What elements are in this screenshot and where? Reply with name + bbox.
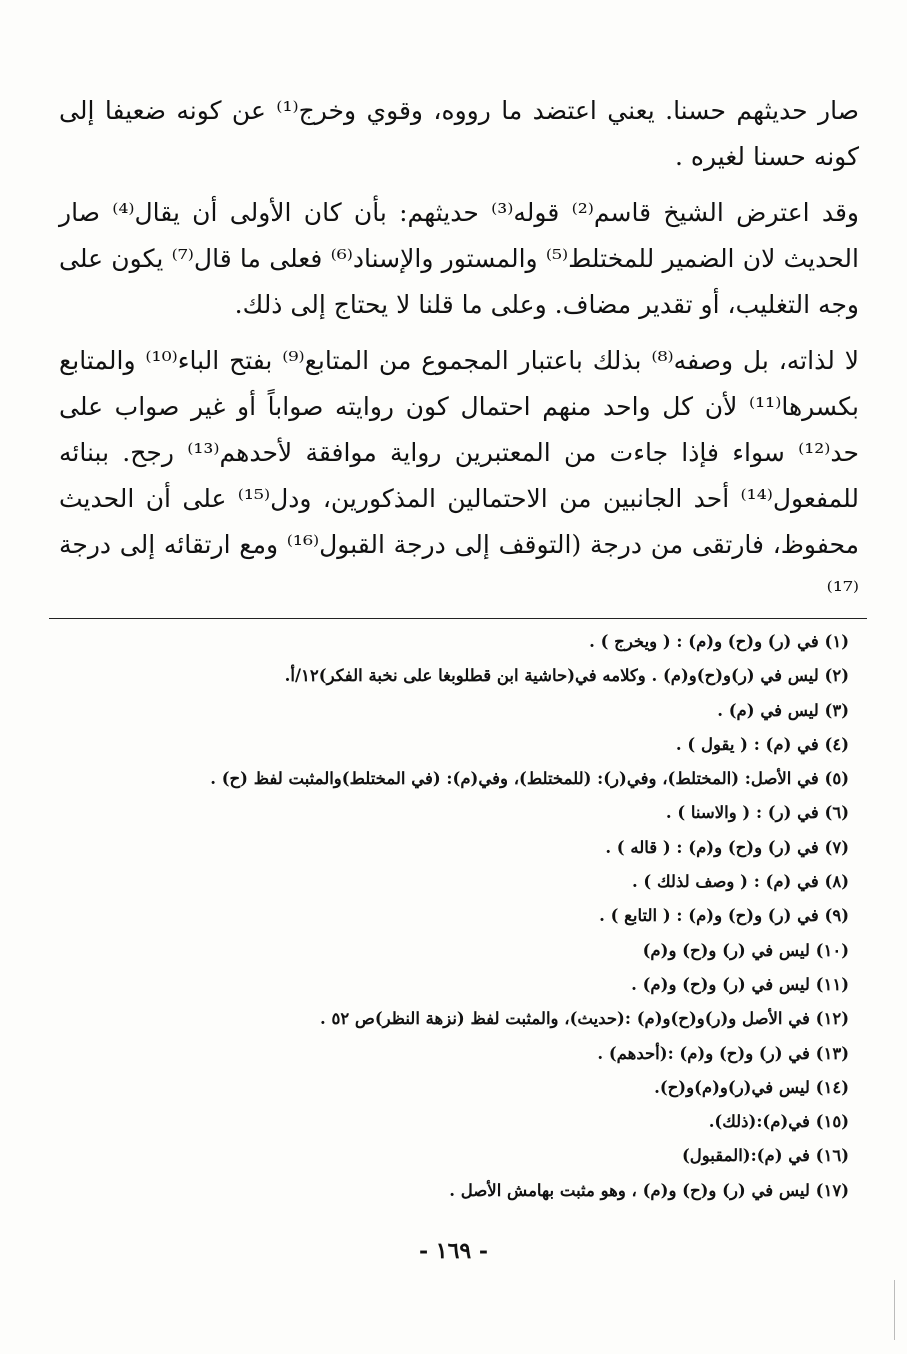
- page-number: - ١٦٩ -: [418, 1238, 489, 1264]
- footnote-12: (١٢) في الأصل و(ر)و(ح)و(م) :(حديث)، والمثبت لفظ (نزهة النظر)ص ٥٢ .: [319, 1009, 849, 1029]
- main-text: [59, 88, 859, 624]
- paragraph-1: صار حديثهم حسنا. يعني اعتضد ما رووه، وقوي وخرج⁽¹⁾ عن كونه ضعيفا إلى كونه حسنا لغيره .: [59, 96, 859, 171]
- paragraph-2: وقد اعترض الشيخ قاسم⁽²⁾ قوله⁽³⁾ حديثهم: بأن كان الأولى أن يقال⁽⁴⁾ صار الحديث لان الضمير للمختلط⁽⁵⁾ والمستور والإسناد⁽⁶⁾ فعلى ما قال⁽⁷⁾ يكون على وجه التغليب، أو تقدير مضاف. وعلى ما قلنا لا يحتاج إلى ذلك.: [59, 198, 859, 319]
- footnote-5: (٥) في الأصل: (المختلط)، وفي(ر): (للمختلط)، وفي(م): (في المختلط)والمثبت لفظ (ح) .: [210, 769, 849, 789]
- footnote-7: (٧) في (ر) و(ح) و(م) : ( قاله ) .: [605, 837, 849, 857]
- footnote-11: (١١) ليس في (ر) و(ح) و(م) .: [631, 974, 849, 994]
- footnote-15: (١٥) في(م):(ذلك).: [708, 1112, 849, 1132]
- footnote-6: (٦) في (ر) : ( والاسنا ) .: [665, 803, 849, 823]
- footnote-9: (٩) في (ر) و(ح) و(م) : ( التابع ) .: [599, 906, 849, 926]
- footnote-1: (١) في (ر) و(ح) و(م) : ( ويخرج ) .: [589, 632, 849, 651]
- footnotes-list: [59, 625, 849, 1208]
- footnote-4: (٤) في (م) : ( يقول ) .: [675, 734, 849, 754]
- paragraph-3: لا لذاته، بل وصفه⁽⁸⁾ بذلك باعتبار المجموع من المتابع⁽⁹⁾ بفتح الباء⁽¹⁰⁾ والمتابع بكسرها⁽¹¹⁾ لأن كل واحد منهم احتمال كون روايته صواباً أو غير صواب على حد⁽¹²⁾ سواء فإذا جاءت من المعتبرين رواية موافقة لأحدهم⁽¹³⁾ رجح. ببنائه للمفعول⁽¹⁴⁾ أحد الجانبين من الاحتمالين المذكورين، ودل⁽¹⁵⁾ على أن الحديث محفوظ، فارتقى من درجة (التوقف إلى درجة القبول⁽¹⁶⁾ ومع ارتقائه إلى درجة ⁽¹⁷⁾: [59, 346, 860, 605]
- footnote-14: (١٤) ليس في(ر)و(م)و(ح).: [654, 1077, 849, 1097]
- footnote-17: (١٧) ليس في (ر) و(ح) و(م) ، وهو مثبت بهامش الأصل .: [449, 1180, 849, 1200]
- footnote-10: (١٠) ليس في (ر) و(ح) و(م): [642, 940, 849, 960]
- footnote-2: (٢) ليس في (ر)و(ح)و(م) . وكلامه في(حاشية ابن قطلوبغا على نخبة الفكر)١٢/أ.: [284, 666, 849, 686]
- footnote-8: (٨) في (م) : ( وصف لذلك ) .: [631, 872, 849, 892]
- footnote-13: (١٣) في (ر) و(ح) و(م) :(أحدهم) .: [597, 1043, 849, 1063]
- scan-margin-line: [894, 1280, 895, 1340]
- footnote-divider: [49, 618, 867, 619]
- footnote-3: (٣) ليس في (م) .: [717, 700, 849, 720]
- footnote-16: (١٦) في (م):(المقبول): [681, 1146, 849, 1166]
